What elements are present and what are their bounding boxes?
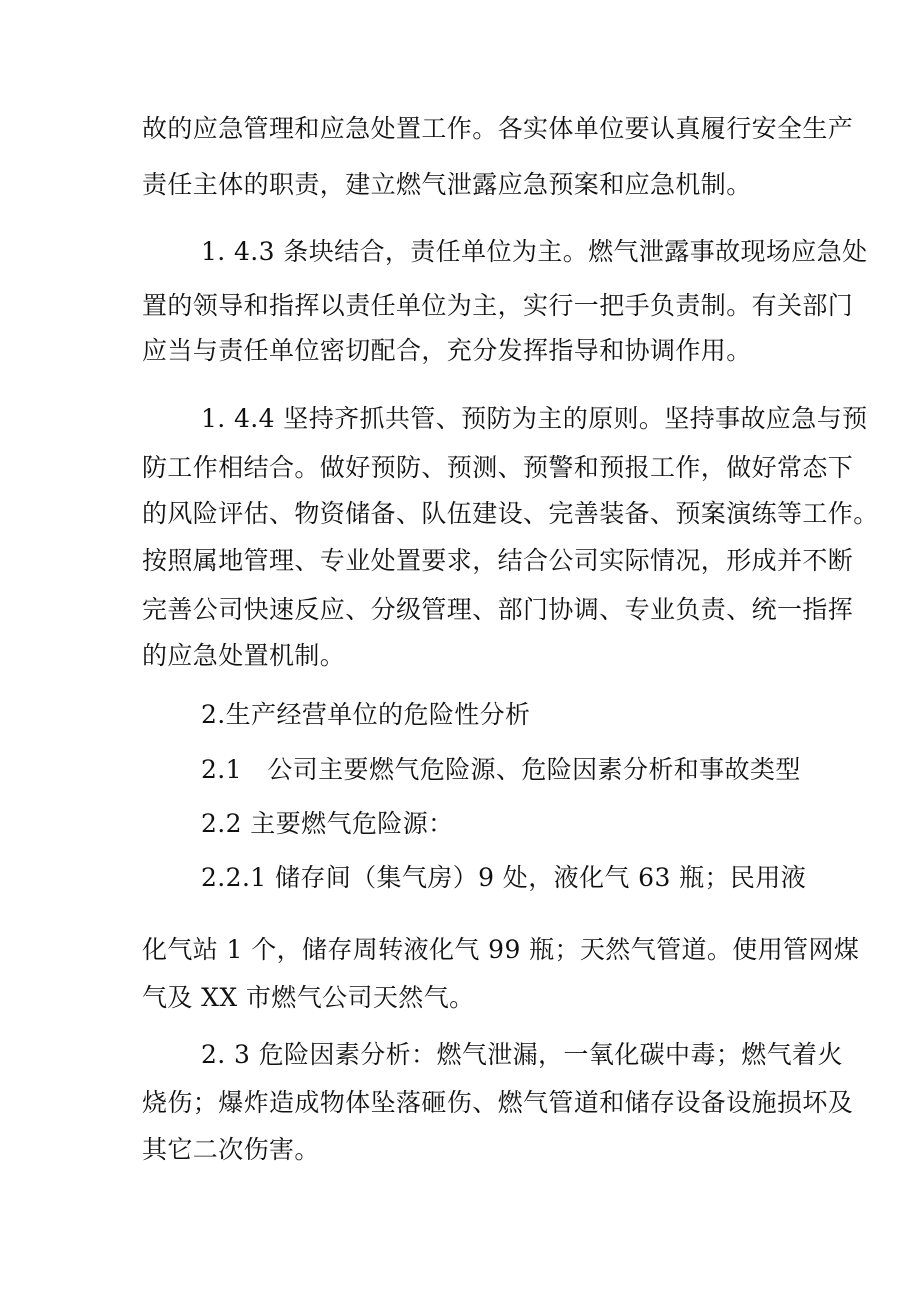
text-line: 防工作相结合。做好预防、预测、预警和预报工作，做好常态下	[142, 453, 854, 482]
text-line: 置的领导和指挥以责任单位为主，实行一把手负责制。有关部门	[142, 291, 854, 320]
text-line: 应当与责任单位密切配合，充分发挥指导和协调作用。	[142, 336, 752, 365]
section-heading: 2.生产经营单位的危险性分析	[201, 700, 531, 729]
text-line: 的应急处置机制。	[142, 641, 346, 670]
text-line: 气及 XX 市燃气公司天然气。	[142, 983, 475, 1012]
text-line: 完善公司快速反应、分级管理、部门协调、专业负责、统一指挥	[142, 595, 854, 624]
text-line: 1. 4.3 条块结合，责任单位为主。燃气泄露事故现场应急处	[201, 237, 868, 266]
text-line: 1. 4.4 坚持齐抓共管、预防为主的原则。坚持事故应急与预	[201, 404, 868, 433]
text-line: 的风险评估、物资储备、队伍建设、完善装备、预案演练等工作。	[142, 499, 879, 528]
text-line: 化气站 1 个，储存周转液化气 99 瓶；天然气管道。使用管网煤	[142, 935, 860, 964]
text-line: 责任主体的职责，建立燃气泄露应急预案和应急机制。	[142, 170, 752, 199]
section-heading: 2.2 主要燃气危险源：	[201, 809, 454, 838]
text-line: 其它二次伤害。	[142, 1135, 320, 1164]
text-line: 2.2.1 储存间（集气房）9 处，液化气 63 瓶；民用液	[201, 863, 807, 892]
text-line: 烧伤；爆炸造成物体坠落砸伤、燃气管道和储存设备设施损坏及	[142, 1088, 854, 1117]
section-heading: 2.1 公司主要燃气危险源、危险因素分析和事故类型	[201, 755, 801, 784]
text-line: 2. 3 危险因素分析：燃气泄漏，一氧化碳中毒；燃气着火	[201, 1040, 843, 1069]
text-line: 按照属地管理、专业处置要求，结合公司实际情况，形成并不断	[142, 546, 854, 575]
text-line: 故的应急管理和应急处置工作。各实体单位要认真履行安全生产	[142, 114, 854, 143]
